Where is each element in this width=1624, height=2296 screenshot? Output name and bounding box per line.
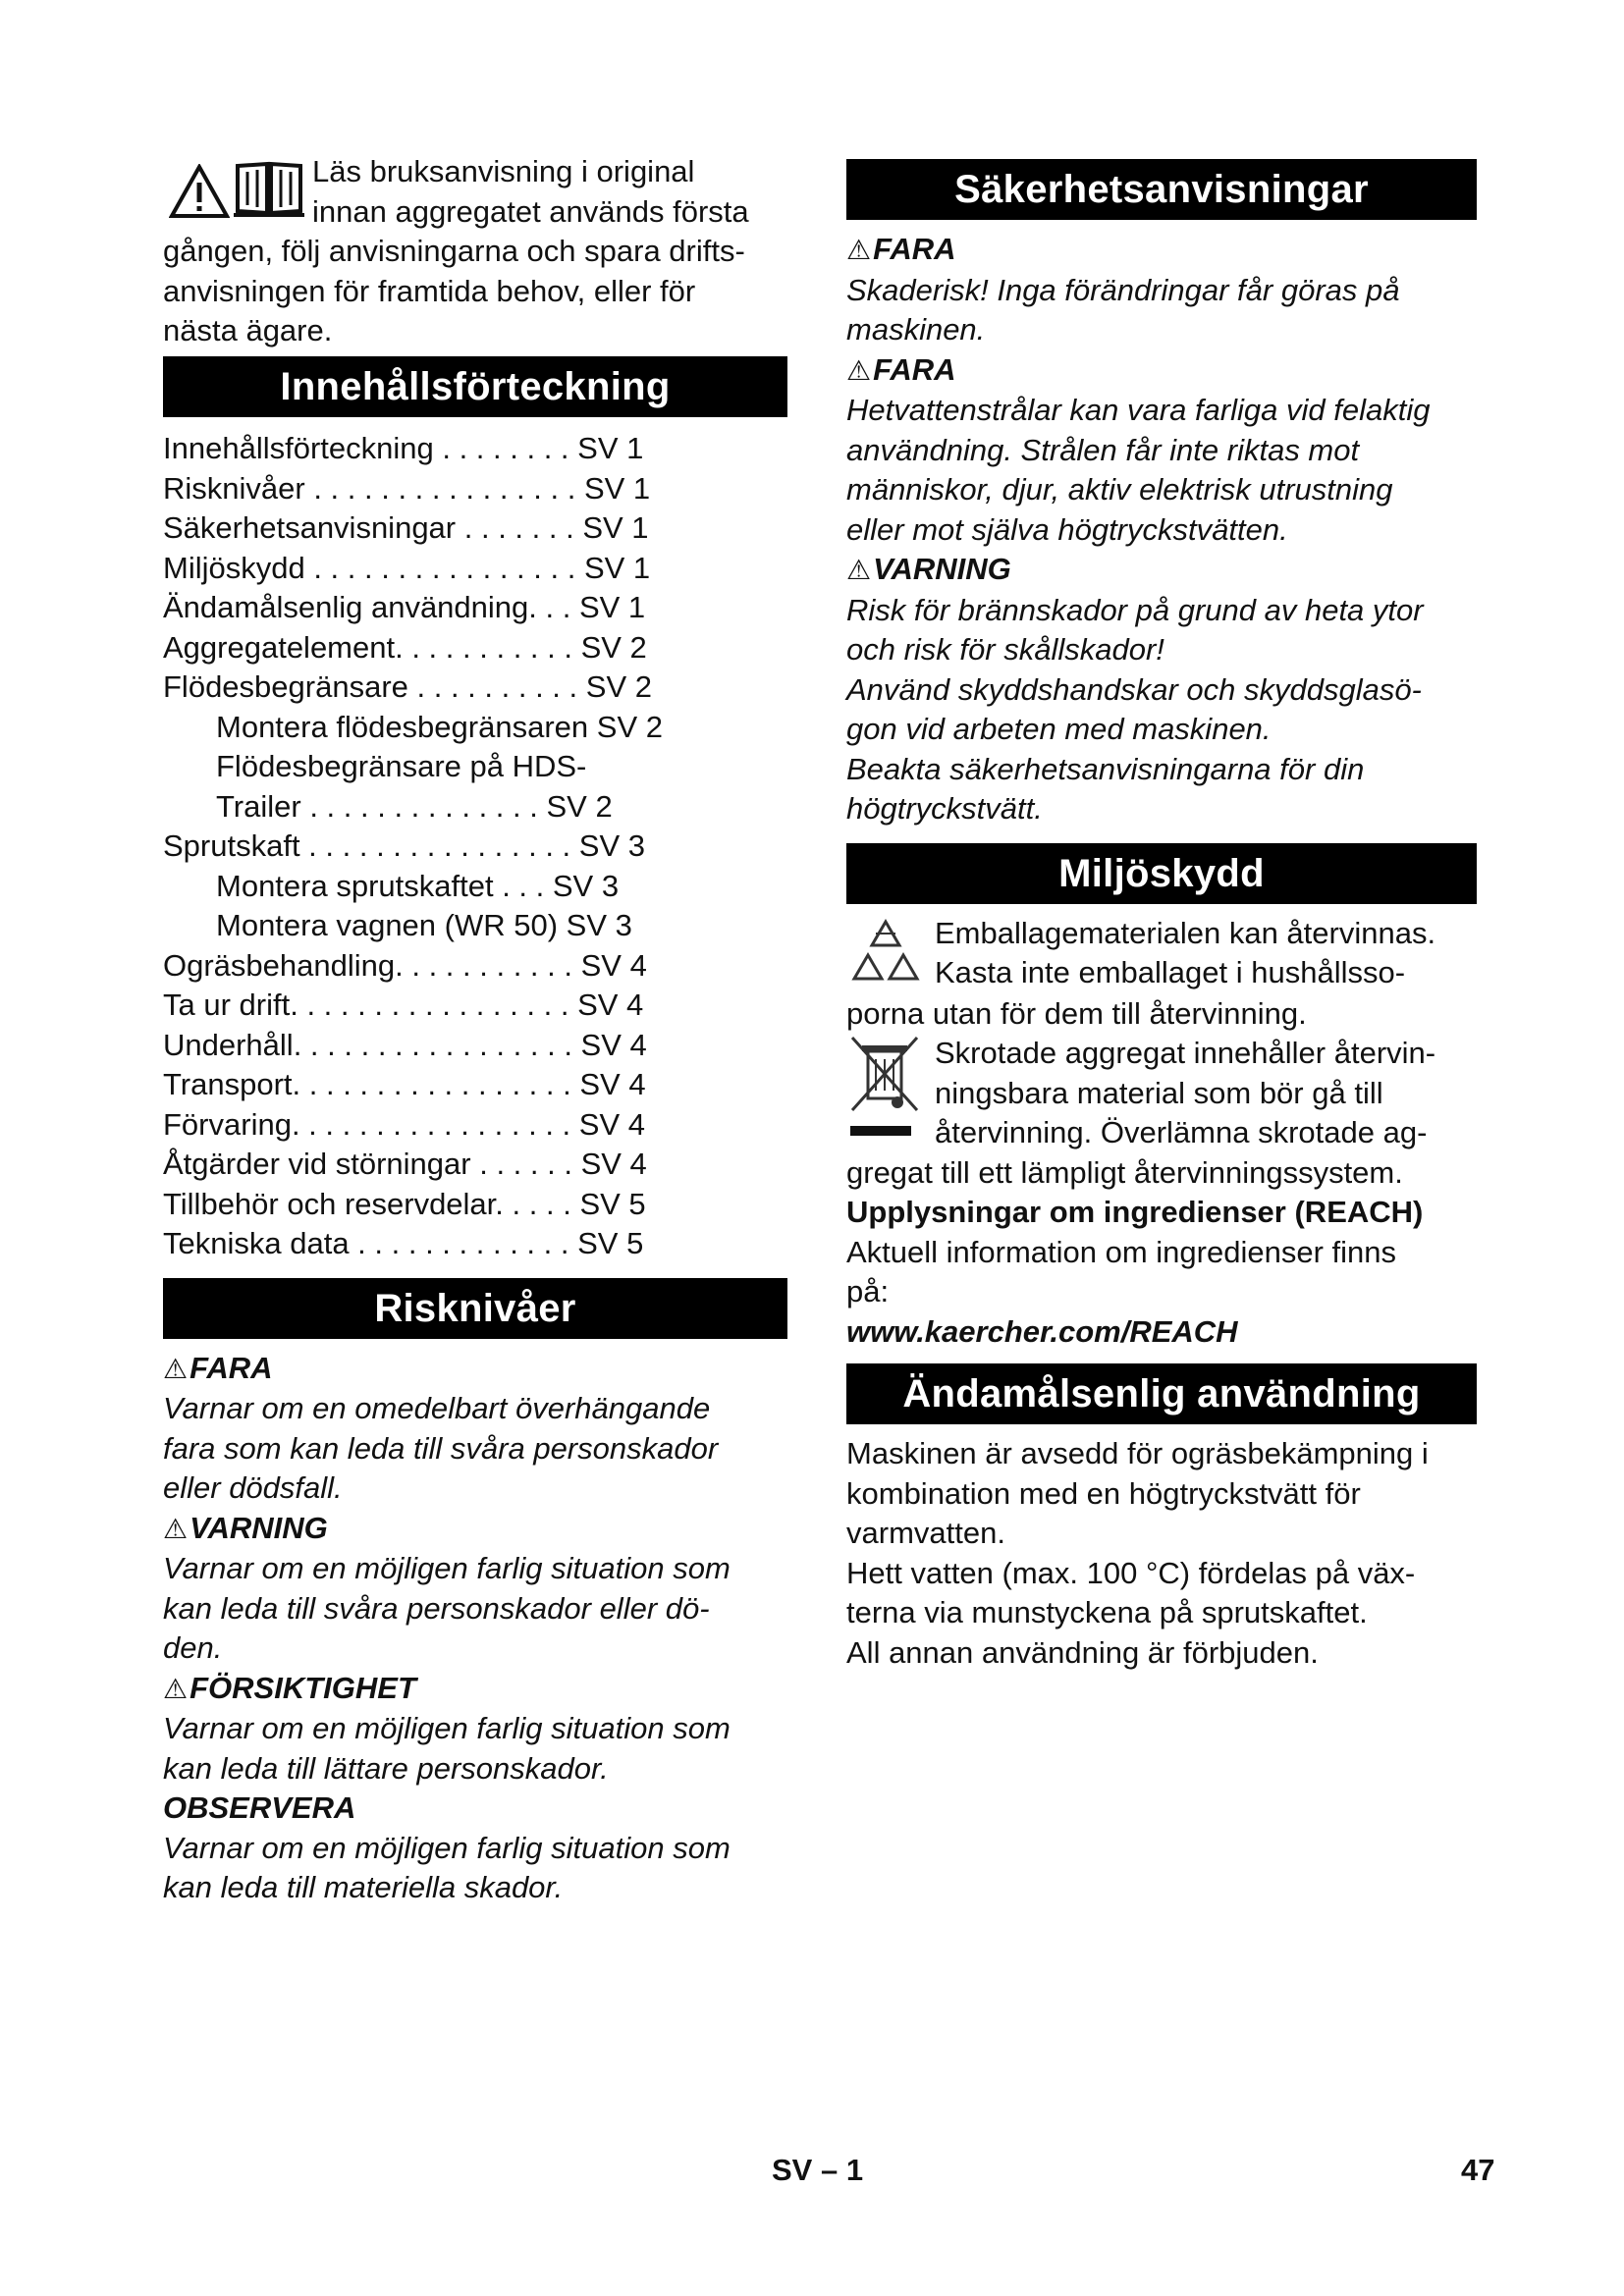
- toc-subitem[interactable]: Montera sprutskaftet . . . SV 3: [216, 868, 620, 903]
- safety-text: gon vid arbeten med maskinen.: [846, 712, 1272, 746]
- safety-text: människor, djur, aktiv elektrisk utrustning: [846, 472, 1393, 507]
- safety-text: högtryckstvätt.: [846, 791, 1043, 826]
- toc-item[interactable]: Tekniska data . . . . . . . . . . . . . SV 5: [163, 1226, 644, 1260]
- use-text: Maskinen är avsedd för ogräsbekämpning i: [846, 1436, 1429, 1470]
- env-text: Skrotade aggregat innehåller återvin-: [935, 1036, 1436, 1070]
- warning-triangle-icon: ⚠: [163, 1353, 189, 1384]
- toc-subitem[interactable]: Flödesbegränsare på HDS-: [216, 749, 587, 783]
- safety-text: Beakta säkerhetsanvisningarna för din: [846, 751, 1365, 786]
- toc-item[interactable]: Risknivåer . . . . . . . . . . . . . . . . SV 1: [163, 470, 651, 506]
- warning-triangle-icon: ⚠: [846, 555, 872, 585]
- toc-item[interactable]: Säkerhetsanvisningar . . . . . . . SV 1: [163, 510, 649, 545]
- left-column: [163, 152, 787, 1908]
- manual-book-icon: [232, 158, 306, 217]
- recycle-icon: [846, 914, 925, 994]
- toc-item[interactable]: Ta ur drift. . . . . . . . . . . . . . . . . SV 4: [163, 988, 644, 1022]
- warning-triangle-icon: ⚠: [846, 354, 872, 386]
- varning-label: ⚠VARNING: [163, 1510, 328, 1545]
- intro-line: nästa ägare.: [163, 313, 333, 347]
- risk-section: [163, 1349, 787, 1908]
- varning-label: ⚠VARNING: [846, 552, 1011, 586]
- intro-icons: [163, 152, 310, 229]
- use-text: terna via munstyckena på sprutskaftet.: [846, 1595, 1368, 1629]
- footer-section-label: SV – 1: [772, 2153, 864, 2187]
- toc-list: [163, 429, 787, 1264]
- risk-text: Varnar om en möjligen farlig situation som: [163, 1551, 731, 1585]
- reach-title: Upplysningar om ingredienser (REACH): [846, 1195, 1424, 1229]
- warning-triangle-icon: [169, 164, 230, 219]
- fara-label: ⚠FARA: [846, 351, 956, 387]
- toc-subitem[interactable]: Trailer . . . . . . . . . . . . . . SV 2: [216, 788, 613, 824]
- toc-item[interactable]: Ändamålsenlig användning. . . SV 1: [163, 590, 646, 624]
- safety-section: [846, 230, 1477, 829]
- warning-triangle-icon: ⚠: [163, 1673, 189, 1704]
- toc-item[interactable]: Tillbehör och reservdelar. . . . . SV 5: [163, 1186, 646, 1221]
- toc-subitem[interactable]: Montera flödesbegränsaren SV 2: [216, 709, 663, 744]
- env-text: Aktuell information om ingredienser finns: [846, 1234, 1396, 1269]
- intro-line: Läs bruksanvisning i original: [312, 154, 695, 188]
- safety-text: Skaderisk! Inga förändringar får göras på: [846, 272, 1400, 307]
- use-text: All annan användning är förbjuden.: [846, 1634, 1319, 1670]
- toc-heading: Innehållsförteckning: [163, 356, 787, 417]
- right-column: [846, 159, 1477, 1673]
- risk-text: kan leda till lättare personskador.: [163, 1750, 609, 1786]
- safety-text: maskinen.: [846, 312, 986, 347]
- toc-item[interactable]: Förvaring. . . . . . . . . . . . . . . . . SV 4: [163, 1106, 645, 1142]
- toc-item[interactable]: Underhåll. . . . . . . . . . . . . . . . . SV 4: [163, 1027, 647, 1062]
- intro-block: [163, 152, 787, 351]
- footer-page-number: 47: [1461, 2153, 1495, 2187]
- use-text: kombination med en högtryckstvätt för: [846, 1475, 1361, 1511]
- risk-heading: Risknivåer: [163, 1278, 787, 1339]
- toc-item[interactable]: Åtgärder vid störningar . . . . . . SV 4: [163, 1147, 647, 1181]
- recycle-symbol: [846, 914, 925, 992]
- risk-text: Varnar om en möjligen farlig situation som: [163, 1830, 731, 1865]
- toc-item[interactable]: Aggregatelement. . . . . . . . . . . SV 2: [163, 629, 647, 665]
- toc-item[interactable]: Sprutskaft . . . . . . . . . . . . . . . . SV 3: [163, 828, 646, 863]
- warning-triangle-icon: ⚠: [163, 1513, 189, 1544]
- env-text: på:: [846, 1274, 890, 1308]
- risk-text: kan leda till materiella skador.: [163, 1870, 564, 1904]
- intro-line: innan aggregatet används första: [312, 193, 749, 229]
- env-text: gregat till ett lämpligt återvinningssystem.: [846, 1154, 1403, 1190]
- risk-text: eller dödsfall.: [163, 1470, 343, 1505]
- safety-text: Använd skyddshandskar och skyddsglasö-: [846, 671, 1422, 707]
- risk-text: Varnar om en möjligen farlig situation som: [163, 1711, 731, 1745]
- env-text: Kasta inte emballaget i hushållsso-: [935, 955, 1406, 989]
- crossed-bin-icon: [846, 1034, 925, 1151]
- use-section: [846, 1434, 1477, 1673]
- use-heading: Ändamålsenlig användning: [846, 1363, 1477, 1424]
- weee-block: [846, 1034, 1477, 1153]
- safety-text: och risk för skållskador!: [846, 632, 1164, 667]
- use-text: varmvatten.: [846, 1516, 1005, 1550]
- env-text: ningsbara material som bör gå till: [935, 1075, 1383, 1110]
- toc-item[interactable]: Ogräsbehandling. . . . . . . . . . . SV 4: [163, 947, 647, 983]
- toc-item[interactable]: Transport. . . . . . . . . . . . . . . . . SV 4: [163, 1067, 646, 1101]
- fara-label: ⚠FARA: [846, 232, 956, 266]
- toc-item[interactable]: Miljöskydd . . . . . . . . . . . . . . . . SV 1: [163, 550, 651, 585]
- risk-text: Varnar om en omedelbart överhängande: [163, 1391, 711, 1425]
- env-heading: Miljöskydd: [846, 843, 1477, 904]
- weee-symbol: [846, 1034, 925, 1151]
- risk-text: den.: [163, 1630, 223, 1665]
- safety-text: användning. Strålen får inte riktas mot: [846, 432, 1360, 467]
- env-text: porna utan för dem till återvinning.: [846, 995, 1307, 1031]
- safety-heading: Säkerhetsanvisningar: [846, 159, 1477, 220]
- safety-text: eller mot själva högtryckstvätten.: [846, 511, 1288, 547]
- use-text: Hett vatten (max. 100 °C) fördelas på väx-: [846, 1555, 1416, 1590]
- risk-text: kan leda till svåra personskador eller dö-: [163, 1590, 710, 1626]
- env-section: [846, 914, 1477, 1353]
- toc-subitem[interactable]: Montera vagnen (WR 50) SV 3: [216, 908, 632, 942]
- forsiktighet-label: ⚠FÖRSIKTIGHET: [163, 1670, 416, 1705]
- observera-label: OBSERVERA: [163, 1790, 356, 1825]
- fara-label: ⚠FARA: [163, 1350, 273, 1385]
- env-text: Emballagematerialen kan återvinnas.: [935, 915, 1436, 950]
- recycle-block: [846, 914, 1477, 994]
- toc-item[interactable]: Flödesbegränsare . . . . . . . . . . SV 2: [163, 669, 652, 704]
- warning-triangle-icon: ⚠: [846, 235, 872, 265]
- intro-line: anvisningen för framtida behov, eller för: [163, 273, 696, 308]
- intro-line: gången, följ anvisningarna och spara drifts-: [163, 234, 745, 268]
- toc-item[interactable]: Innehållsförteckning . . . . . . . . SV 1: [163, 431, 644, 465]
- safety-text: Risk för brännskador på grund av heta ytor: [846, 592, 1424, 627]
- safety-text: Hetvattenstrålar kan vara farliga vid felaktig: [846, 393, 1431, 427]
- reach-link[interactable]: www.kaercher.com/REACH: [846, 1313, 1238, 1349]
- risk-text: fara som kan leda till svåra personskador: [163, 1430, 719, 1466]
- env-text: återvinning. Överlämna skrotade ag-: [935, 1115, 1428, 1149]
